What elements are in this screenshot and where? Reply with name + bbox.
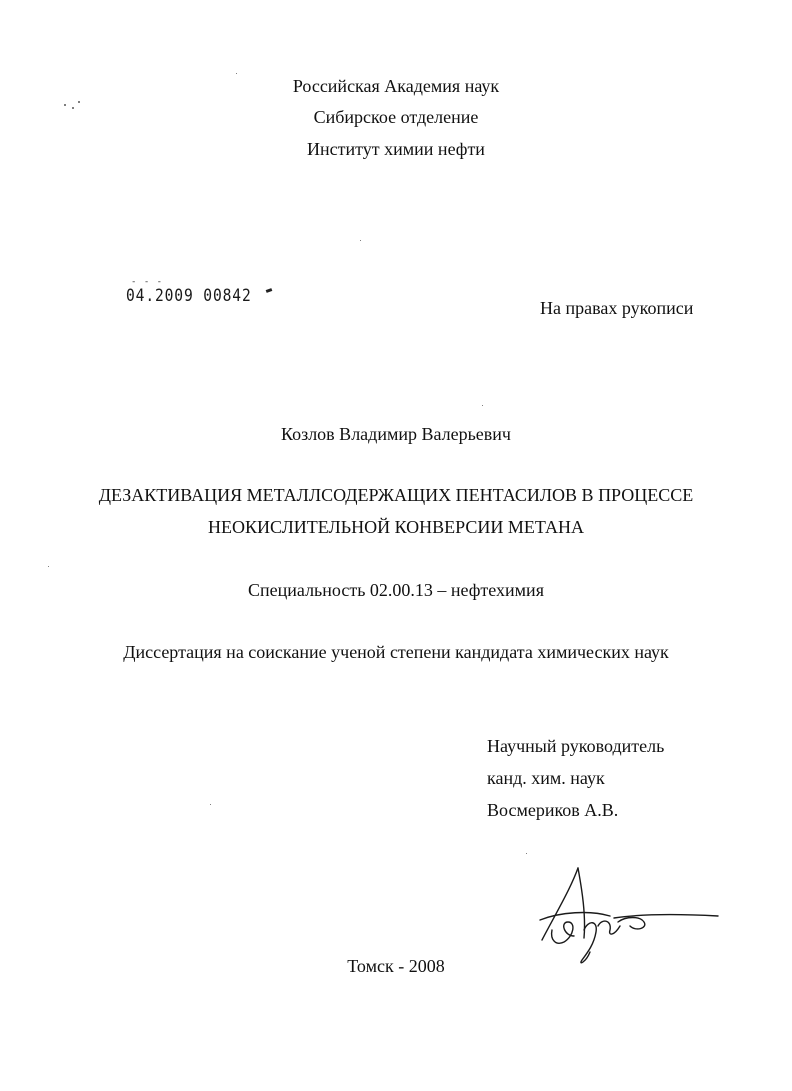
handwritten-signature bbox=[530, 860, 720, 970]
stamp-top-mark: - - - bbox=[131, 277, 164, 287]
scan-speck bbox=[78, 101, 80, 103]
author-name: Козлов Владимир Валерьевич bbox=[280, 424, 511, 444]
scan-speck bbox=[526, 853, 527, 854]
specialty: Специальность 02.00.13 – нефтехимия bbox=[248, 580, 544, 600]
stamp-tick bbox=[266, 288, 273, 293]
advisor-degree: канд. хим. наук bbox=[487, 768, 605, 788]
scan-speck bbox=[236, 73, 237, 74]
advisor-name: Восмериков А.В. bbox=[487, 800, 619, 820]
scan-speck bbox=[360, 240, 361, 241]
dissertation-title-line-1: ДЕЗАКТИВАЦИЯ МЕТАЛЛСОДЕРЖАЩИХ ПЕНТАСИЛОВ В ПРОЦЕССЕ bbox=[98, 485, 694, 505]
manuscript-rights: На правах рукописи bbox=[540, 298, 694, 318]
academy-name: Российская Академия наук bbox=[292, 76, 500, 96]
scan-speck bbox=[482, 405, 483, 406]
city-year: Томск - 2008 bbox=[347, 956, 445, 976]
institute-name: Институт химии нефти bbox=[307, 139, 485, 159]
dissertation-title-line-2: НЕОКИСЛИТЕЛЬНОЙ КОНВЕРСИИ МЕТАНА bbox=[208, 517, 584, 537]
registration-stamp: 04.2009 00842 bbox=[126, 286, 252, 306]
scan-speck bbox=[48, 566, 49, 567]
advisor-role: Научный руководитель bbox=[487, 736, 665, 756]
branch-name: Сибирское отделение bbox=[313, 107, 479, 127]
degree-statement: Диссертация на соискание ученой степени кандидата химических наук bbox=[123, 642, 669, 662]
scan-speck bbox=[210, 804, 211, 805]
